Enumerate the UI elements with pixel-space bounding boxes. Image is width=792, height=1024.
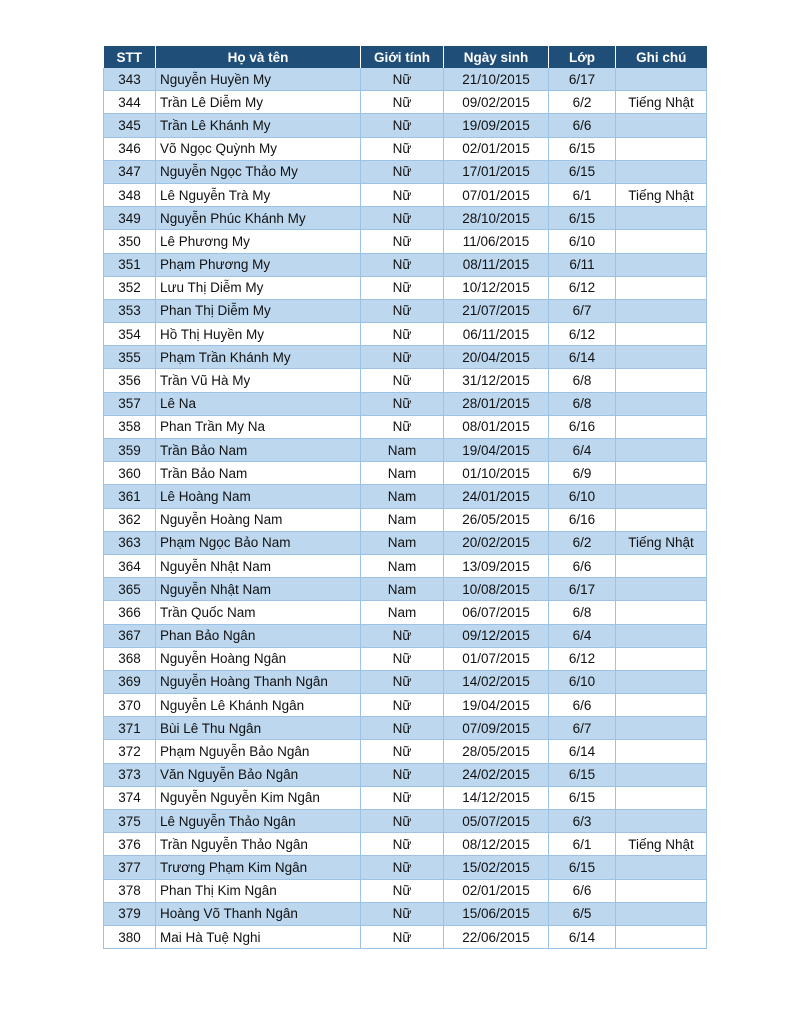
cell-gender: Nữ bbox=[361, 323, 444, 346]
cell-class: 6/16 bbox=[549, 415, 616, 438]
cell-gender: Nữ bbox=[361, 763, 444, 786]
cell-note bbox=[616, 624, 707, 647]
cell-note: Tiếng Nhật bbox=[616, 183, 707, 206]
header-stt: STT bbox=[104, 46, 156, 68]
cell-class: 6/2 bbox=[549, 531, 616, 554]
cell-gender: Nữ bbox=[361, 299, 444, 322]
cell-class: 6/6 bbox=[549, 694, 616, 717]
cell-class: 6/7 bbox=[549, 717, 616, 740]
cell-class: 6/7 bbox=[549, 299, 616, 322]
cell-gender: Nam bbox=[361, 439, 444, 462]
cell-note bbox=[616, 485, 707, 508]
cell-class: 6/6 bbox=[549, 554, 616, 577]
cell-gender: Nữ bbox=[361, 230, 444, 253]
table-row bbox=[104, 879, 707, 902]
cell-class: 6/3 bbox=[549, 810, 616, 833]
cell-birth-date: 20/04/2015 bbox=[444, 346, 549, 369]
cell-note: Tiếng Nhật bbox=[616, 833, 707, 856]
table-row bbox=[104, 578, 707, 601]
cell-stt: 350 bbox=[104, 230, 156, 253]
cell-class: 6/15 bbox=[549, 856, 616, 879]
cell-stt: 346 bbox=[104, 137, 156, 160]
cell-stt: 369 bbox=[104, 670, 156, 693]
cell-stt: 374 bbox=[104, 786, 156, 809]
cell-class: 6/17 bbox=[549, 68, 616, 91]
cell-gender: Nữ bbox=[361, 91, 444, 114]
cell-full-name: Nguyễn Ngọc Thảo My bbox=[156, 160, 361, 183]
table-row bbox=[104, 183, 707, 206]
cell-gender: Nữ bbox=[361, 925, 444, 948]
cell-note bbox=[616, 323, 707, 346]
cell-class: 6/10 bbox=[549, 230, 616, 253]
cell-birth-date: 17/01/2015 bbox=[444, 160, 549, 183]
cell-stt: 351 bbox=[104, 253, 156, 276]
cell-full-name: Trương Phạm Kim Ngân bbox=[156, 856, 361, 879]
cell-birth-date: 15/06/2015 bbox=[444, 902, 549, 925]
table-row bbox=[104, 740, 707, 763]
cell-class: 6/6 bbox=[549, 114, 616, 137]
cell-class: 6/11 bbox=[549, 253, 616, 276]
cell-full-name: Phạm Phương My bbox=[156, 253, 361, 276]
cell-stt: 344 bbox=[104, 91, 156, 114]
cell-note bbox=[616, 856, 707, 879]
cell-class: 6/14 bbox=[549, 925, 616, 948]
cell-class: 6/12 bbox=[549, 323, 616, 346]
header-full-name: Họ và tên bbox=[156, 46, 361, 68]
cell-stt: 375 bbox=[104, 810, 156, 833]
table-row bbox=[104, 508, 707, 531]
cell-stt: 354 bbox=[104, 323, 156, 346]
cell-full-name: Phan Thị Kim Ngân bbox=[156, 879, 361, 902]
cell-note bbox=[616, 369, 707, 392]
cell-stt: 364 bbox=[104, 554, 156, 577]
cell-note bbox=[616, 670, 707, 693]
cell-stt: 367 bbox=[104, 624, 156, 647]
cell-birth-date: 26/05/2015 bbox=[444, 508, 549, 531]
cell-stt: 357 bbox=[104, 392, 156, 415]
cell-birth-date: 15/02/2015 bbox=[444, 856, 549, 879]
table-row bbox=[104, 323, 707, 346]
cell-note bbox=[616, 578, 707, 601]
cell-gender: Nữ bbox=[361, 253, 444, 276]
table-row bbox=[104, 601, 707, 624]
cell-stt: 348 bbox=[104, 183, 156, 206]
cell-stt: 355 bbox=[104, 346, 156, 369]
table-row bbox=[104, 810, 707, 833]
cell-note bbox=[616, 902, 707, 925]
cell-class: 6/12 bbox=[549, 647, 616, 670]
cell-full-name: Trần Bảo Nam bbox=[156, 439, 361, 462]
cell-birth-date: 24/01/2015 bbox=[444, 485, 549, 508]
header-class: Lớp bbox=[549, 46, 616, 68]
cell-birth-date: 08/11/2015 bbox=[444, 253, 549, 276]
cell-note bbox=[616, 415, 707, 438]
cell-class: 6/12 bbox=[549, 276, 616, 299]
cell-birth-date: 08/01/2015 bbox=[444, 415, 549, 438]
cell-note bbox=[616, 601, 707, 624]
table-row bbox=[104, 276, 707, 299]
cell-full-name: Nguyễn Hoàng Thanh Ngân bbox=[156, 670, 361, 693]
table-row bbox=[104, 624, 707, 647]
cell-birth-date: 06/11/2015 bbox=[444, 323, 549, 346]
cell-note bbox=[616, 68, 707, 91]
cell-stt: 349 bbox=[104, 207, 156, 230]
cell-full-name: Nguyễn Lê Khánh Ngân bbox=[156, 694, 361, 717]
cell-birth-date: 07/01/2015 bbox=[444, 183, 549, 206]
cell-note bbox=[616, 554, 707, 577]
cell-stt: 373 bbox=[104, 763, 156, 786]
cell-stt: 353 bbox=[104, 299, 156, 322]
cell-gender: Nữ bbox=[361, 810, 444, 833]
cell-full-name: Trần Lê Khánh My bbox=[156, 114, 361, 137]
cell-class: 6/9 bbox=[549, 462, 616, 485]
cell-note bbox=[616, 137, 707, 160]
cell-full-name: Phạm Ngọc Bảo Nam bbox=[156, 531, 361, 554]
cell-gender: Nữ bbox=[361, 183, 444, 206]
cell-full-name: Trần Vũ Hà My bbox=[156, 369, 361, 392]
cell-note bbox=[616, 925, 707, 948]
table-row bbox=[104, 439, 707, 462]
cell-stt: 368 bbox=[104, 647, 156, 670]
cell-class: 6/15 bbox=[549, 160, 616, 183]
cell-class: 6/14 bbox=[549, 346, 616, 369]
cell-gender: Nữ bbox=[361, 902, 444, 925]
cell-class: 6/17 bbox=[549, 578, 616, 601]
cell-stt: 372 bbox=[104, 740, 156, 763]
cell-birth-date: 14/12/2015 bbox=[444, 786, 549, 809]
cell-birth-date: 24/02/2015 bbox=[444, 763, 549, 786]
cell-note: Tiếng Nhật bbox=[616, 531, 707, 554]
table-row bbox=[104, 763, 707, 786]
cell-class: 6/4 bbox=[549, 624, 616, 647]
cell-full-name: Nguyễn Huyền My bbox=[156, 68, 361, 91]
cell-birth-date: 28/10/2015 bbox=[444, 207, 549, 230]
table-header-row bbox=[104, 46, 707, 68]
cell-gender: Nữ bbox=[361, 670, 444, 693]
table-row bbox=[104, 207, 707, 230]
cell-note bbox=[616, 207, 707, 230]
cell-note bbox=[616, 647, 707, 670]
cell-class: 6/16 bbox=[549, 508, 616, 531]
cell-birth-date: 28/05/2015 bbox=[444, 740, 549, 763]
cell-note bbox=[616, 694, 707, 717]
cell-note bbox=[616, 392, 707, 415]
cell-gender: Nữ bbox=[361, 392, 444, 415]
cell-gender: Nữ bbox=[361, 160, 444, 183]
cell-note bbox=[616, 462, 707, 485]
cell-full-name: Trần Bảo Nam bbox=[156, 462, 361, 485]
cell-birth-date: 06/07/2015 bbox=[444, 601, 549, 624]
cell-gender: Nam bbox=[361, 601, 444, 624]
cell-note bbox=[616, 346, 707, 369]
cell-class: 6/8 bbox=[549, 369, 616, 392]
cell-gender: Nữ bbox=[361, 346, 444, 369]
cell-full-name: Nguyễn Hoàng Ngân bbox=[156, 647, 361, 670]
cell-birth-date: 09/12/2015 bbox=[444, 624, 549, 647]
cell-stt: 366 bbox=[104, 601, 156, 624]
cell-note bbox=[616, 508, 707, 531]
table-row bbox=[104, 717, 707, 740]
cell-birth-date: 05/07/2015 bbox=[444, 810, 549, 833]
cell-birth-date: 08/12/2015 bbox=[444, 833, 549, 856]
cell-stt: 376 bbox=[104, 833, 156, 856]
cell-full-name: Nguyễn Phúc Khánh My bbox=[156, 207, 361, 230]
cell-stt: 378 bbox=[104, 879, 156, 902]
cell-birth-date: 11/06/2015 bbox=[444, 230, 549, 253]
cell-stt: 380 bbox=[104, 925, 156, 948]
cell-gender: Nữ bbox=[361, 856, 444, 879]
cell-class: 6/15 bbox=[549, 786, 616, 809]
cell-class: 6/15 bbox=[549, 763, 616, 786]
cell-birth-date: 21/07/2015 bbox=[444, 299, 549, 322]
cell-gender: Nữ bbox=[361, 717, 444, 740]
cell-stt: 347 bbox=[104, 160, 156, 183]
cell-stt: 377 bbox=[104, 856, 156, 879]
cell-gender: Nam bbox=[361, 485, 444, 508]
cell-gender: Nữ bbox=[361, 415, 444, 438]
table-row bbox=[104, 925, 707, 948]
cell-stt: 359 bbox=[104, 439, 156, 462]
cell-note bbox=[616, 230, 707, 253]
cell-birth-date: 28/01/2015 bbox=[444, 392, 549, 415]
cell-note bbox=[616, 276, 707, 299]
cell-gender: Nữ bbox=[361, 114, 444, 137]
cell-stt: 379 bbox=[104, 902, 156, 925]
cell-full-name: Lưu Thị Diễm My bbox=[156, 276, 361, 299]
cell-full-name: Phan Bảo Ngân bbox=[156, 624, 361, 647]
cell-birth-date: 22/06/2015 bbox=[444, 925, 549, 948]
cell-full-name: Lê Na bbox=[156, 392, 361, 415]
cell-birth-date: 19/04/2015 bbox=[444, 694, 549, 717]
cell-gender: Nữ bbox=[361, 833, 444, 856]
cell-note bbox=[616, 763, 707, 786]
cell-birth-date: 01/07/2015 bbox=[444, 647, 549, 670]
cell-stt: 362 bbox=[104, 508, 156, 531]
cell-full-name: Phan Thị Diễm My bbox=[156, 299, 361, 322]
cell-full-name: Trần Quốc Nam bbox=[156, 601, 361, 624]
cell-gender: Nam bbox=[361, 508, 444, 531]
table-row bbox=[104, 114, 707, 137]
cell-birth-date: 31/12/2015 bbox=[444, 369, 549, 392]
cell-full-name: Hoàng Võ Thanh Ngân bbox=[156, 902, 361, 925]
cell-full-name: Võ Ngọc Quỳnh My bbox=[156, 137, 361, 160]
cell-full-name: Trần Lê Diễm My bbox=[156, 91, 361, 114]
table-row bbox=[104, 299, 707, 322]
table-row bbox=[104, 531, 707, 554]
table-row bbox=[104, 392, 707, 415]
cell-gender: Nữ bbox=[361, 624, 444, 647]
cell-note bbox=[616, 740, 707, 763]
cell-birth-date: 07/09/2015 bbox=[444, 717, 549, 740]
cell-class: 6/4 bbox=[549, 439, 616, 462]
table-row bbox=[104, 137, 707, 160]
cell-full-name: Lê Hoàng Nam bbox=[156, 485, 361, 508]
cell-gender: Nữ bbox=[361, 879, 444, 902]
cell-gender: Nữ bbox=[361, 207, 444, 230]
cell-gender: Nữ bbox=[361, 694, 444, 717]
table-row bbox=[104, 462, 707, 485]
cell-stt: 363 bbox=[104, 531, 156, 554]
cell-gender: Nam bbox=[361, 578, 444, 601]
cell-stt: 361 bbox=[104, 485, 156, 508]
cell-gender: Nữ bbox=[361, 68, 444, 91]
cell-birth-date: 19/09/2015 bbox=[444, 114, 549, 137]
cell-class: 6/6 bbox=[549, 879, 616, 902]
table-body bbox=[104, 68, 707, 949]
table-row bbox=[104, 253, 707, 276]
cell-full-name: Phan Trần My Na bbox=[156, 415, 361, 438]
cell-class: 6/1 bbox=[549, 833, 616, 856]
table-row bbox=[104, 230, 707, 253]
cell-full-name: Phạm Nguyễn Bảo Ngân bbox=[156, 740, 361, 763]
cell-birth-date: 02/01/2015 bbox=[444, 137, 549, 160]
cell-full-name: Nguyễn Nhật Nam bbox=[156, 554, 361, 577]
cell-class: 6/10 bbox=[549, 485, 616, 508]
cell-full-name: Nguyễn Hoàng Nam bbox=[156, 508, 361, 531]
cell-class: 6/8 bbox=[549, 601, 616, 624]
student-table bbox=[103, 46, 707, 949]
header-gender: Giới tính bbox=[361, 46, 444, 68]
cell-note bbox=[616, 160, 707, 183]
cell-full-name: Trần Nguyễn Thảo Ngân bbox=[156, 833, 361, 856]
cell-note bbox=[616, 253, 707, 276]
cell-note bbox=[616, 717, 707, 740]
table-row bbox=[104, 694, 707, 717]
cell-full-name: Hồ Thị Huyền My bbox=[156, 323, 361, 346]
header-note: Ghi chú bbox=[616, 46, 707, 68]
header-birth-date: Ngày sinh bbox=[444, 46, 549, 68]
cell-birth-date: 19/04/2015 bbox=[444, 439, 549, 462]
cell-full-name: Mai Hà Tuệ Nghi bbox=[156, 925, 361, 948]
cell-birth-date: 21/10/2015 bbox=[444, 68, 549, 91]
cell-birth-date: 09/02/2015 bbox=[444, 91, 549, 114]
cell-gender: Nam bbox=[361, 554, 444, 577]
cell-stt: 360 bbox=[104, 462, 156, 485]
cell-gender: Nam bbox=[361, 531, 444, 554]
cell-birth-date: 20/02/2015 bbox=[444, 531, 549, 554]
cell-gender: Nữ bbox=[361, 786, 444, 809]
cell-stt: 343 bbox=[104, 68, 156, 91]
cell-stt: 365 bbox=[104, 578, 156, 601]
table-row bbox=[104, 160, 707, 183]
cell-stt: 352 bbox=[104, 276, 156, 299]
cell-stt: 345 bbox=[104, 114, 156, 137]
cell-class: 6/10 bbox=[549, 670, 616, 693]
cell-full-name: Bùi Lê Thu Ngân bbox=[156, 717, 361, 740]
cell-class: 6/1 bbox=[549, 183, 616, 206]
table-row bbox=[104, 68, 707, 91]
table-row bbox=[104, 369, 707, 392]
cell-gender: Nữ bbox=[361, 740, 444, 763]
cell-gender: Nam bbox=[361, 462, 444, 485]
cell-class: 6/14 bbox=[549, 740, 616, 763]
cell-note bbox=[616, 114, 707, 137]
cell-birth-date: 13/09/2015 bbox=[444, 554, 549, 577]
cell-birth-date: 01/10/2015 bbox=[444, 462, 549, 485]
table-row bbox=[104, 670, 707, 693]
cell-birth-date: 10/12/2015 bbox=[444, 276, 549, 299]
cell-note bbox=[616, 299, 707, 322]
table-row bbox=[104, 485, 707, 508]
cell-note bbox=[616, 439, 707, 462]
table-row bbox=[104, 415, 707, 438]
table-row bbox=[104, 554, 707, 577]
cell-full-name: Văn Nguyễn Bảo Ngân bbox=[156, 763, 361, 786]
cell-class: 6/5 bbox=[549, 902, 616, 925]
table-row bbox=[104, 647, 707, 670]
cell-full-name: Nguyễn Nhật Nam bbox=[156, 578, 361, 601]
cell-note: Tiếng Nhật bbox=[616, 91, 707, 114]
cell-class: 6/8 bbox=[549, 392, 616, 415]
table-row bbox=[104, 91, 707, 114]
cell-birth-date: 10/08/2015 bbox=[444, 578, 549, 601]
cell-gender: Nữ bbox=[361, 276, 444, 299]
cell-stt: 358 bbox=[104, 415, 156, 438]
cell-note bbox=[616, 810, 707, 833]
table-row bbox=[104, 346, 707, 369]
cell-note bbox=[616, 879, 707, 902]
cell-note bbox=[616, 786, 707, 809]
cell-stt: 370 bbox=[104, 694, 156, 717]
cell-class: 6/15 bbox=[549, 207, 616, 230]
cell-class: 6/15 bbox=[549, 137, 616, 160]
cell-gender: Nữ bbox=[361, 137, 444, 160]
cell-stt: 371 bbox=[104, 717, 156, 740]
cell-gender: Nữ bbox=[361, 647, 444, 670]
cell-full-name: Phạm Trần Khánh My bbox=[156, 346, 361, 369]
cell-full-name: Lê Nguyễn Thảo Ngân bbox=[156, 810, 361, 833]
table-row bbox=[104, 833, 707, 856]
cell-class: 6/2 bbox=[549, 91, 616, 114]
cell-full-name: Nguyễn Nguyễn Kim Ngân bbox=[156, 786, 361, 809]
table-row bbox=[104, 902, 707, 925]
cell-full-name: Lê Nguyễn Trà My bbox=[156, 183, 361, 206]
table-row bbox=[104, 786, 707, 809]
cell-full-name: Lê Phương My bbox=[156, 230, 361, 253]
student-list bbox=[103, 46, 706, 949]
cell-birth-date: 14/02/2015 bbox=[444, 670, 549, 693]
table-row bbox=[104, 856, 707, 879]
cell-gender: Nữ bbox=[361, 369, 444, 392]
cell-stt: 356 bbox=[104, 369, 156, 392]
cell-birth-date: 02/01/2015 bbox=[444, 879, 549, 902]
